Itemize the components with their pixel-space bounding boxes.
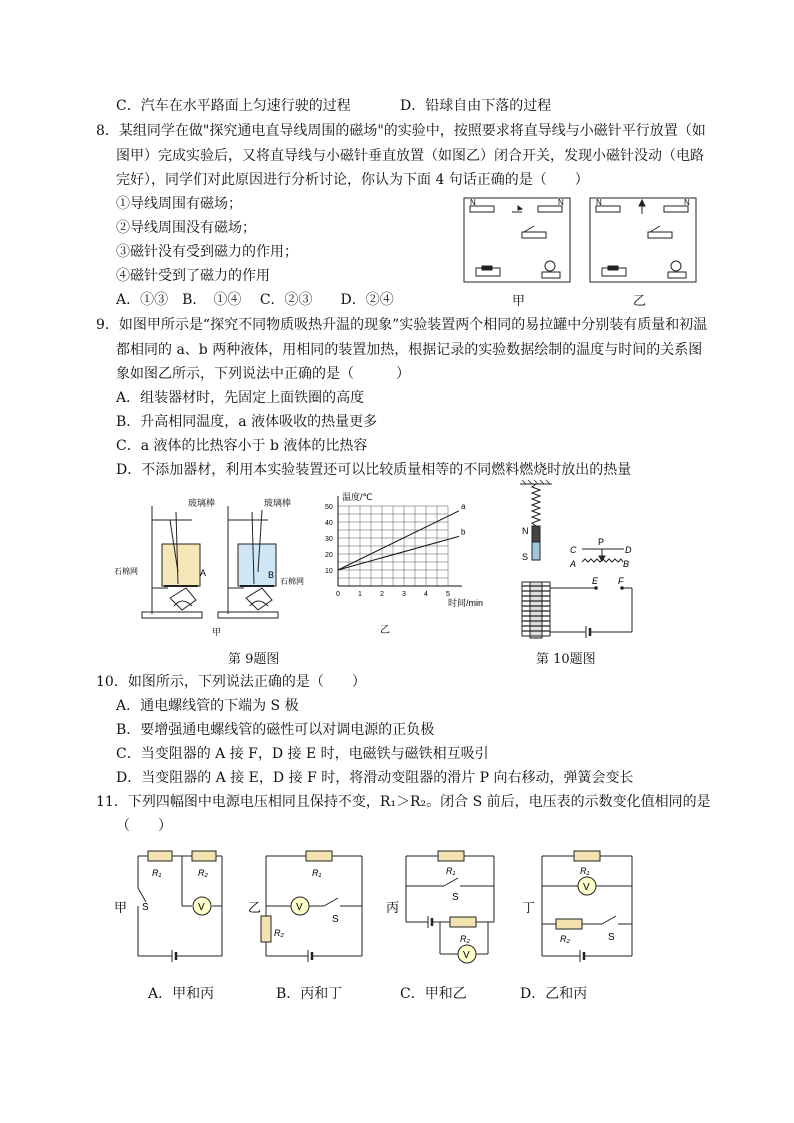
q9-option-c: C．a 液体的比热容小于 b 液体的比热容 xyxy=(116,438,368,454)
chart-y-tick-label: 50 xyxy=(325,504,333,511)
chart-xlabel: 时间/min xyxy=(448,598,484,608)
q7-option-d: D．铅球自由下落的过程 xyxy=(400,98,552,114)
q10-option-b: B．要增强通电螺线管的磁性可以对调电源的正负极 xyxy=(116,722,435,738)
q10-label-f: F xyxy=(618,576,624,586)
q8-yi-pole-n1: N xyxy=(596,198,602,207)
q8-statement-4: ④磁针受到了磁力的作用 xyxy=(116,268,270,284)
q9-rod-label-left: 玻璃棒 xyxy=(188,498,216,508)
q9-gauze-label-right: 石棉网 xyxy=(280,577,304,586)
q11-bing-r1-label: R₁ xyxy=(446,866,456,876)
q9-temperature-time-chart xyxy=(320,488,500,640)
q8-statement-3: ③磁针没有受到磁力的作用； xyxy=(116,244,298,260)
q11-ding-r2-label: R₂ xyxy=(560,934,570,944)
chart-x-tick-label: 4 xyxy=(424,591,428,598)
q11-yi-switch-label: S xyxy=(332,914,339,925)
q8-fig-jia-label: 甲 xyxy=(512,294,526,309)
chart-series-line-a xyxy=(338,511,459,570)
chart-y-tick-label: 10 xyxy=(325,568,333,575)
q11-yi-voltmeter-label: V xyxy=(296,902,303,913)
chart-ylabel: 温度/℃ xyxy=(342,492,373,502)
chart-x-tick-label: 1 xyxy=(358,591,362,598)
q8-stem-line1: 8．某组同学在做"探究通电直导线周围的磁场"的实验中，按照要求将直导线与小磁针平行放置（如 xyxy=(96,123,706,139)
chart-caption: 乙 xyxy=(380,625,390,636)
q8-fig-yi-label: 乙 xyxy=(633,294,647,309)
q10-label-e: E xyxy=(592,576,599,586)
q11-circuit-ding xyxy=(520,846,642,964)
chart-series-line-b xyxy=(338,536,459,570)
q9-figure-caption: 第 9题图 xyxy=(228,652,280,667)
q9-liquid-b-label: B xyxy=(268,570,275,580)
q10-option-a: A．通电螺线管的下端为 S 极 xyxy=(116,698,299,714)
q8-stem-line3: 完好），同学们对此原因进行分析讨论，你认为下面 4 句话正确的是（ ） xyxy=(116,172,589,188)
q11-ding-switch-label: S xyxy=(608,932,615,943)
q9-fig-jia-label: 甲 xyxy=(212,627,222,637)
q10-option-c: C．当变阻器的 A 接 F，D 接 E 时，电磁铁与磁铁相互吸引 xyxy=(116,746,489,762)
q11-option-a: A．甲和丙 xyxy=(148,986,215,1002)
q10-label-s: S xyxy=(522,552,529,562)
q11-jia-switch-label: S xyxy=(142,902,149,913)
q11-option-c: C．甲和乙 xyxy=(400,986,467,1002)
q8-jia-pole-n2: N xyxy=(558,198,564,207)
q11-bing-voltmeter-label: V xyxy=(463,950,470,961)
q9-apparatus-figure xyxy=(112,492,312,640)
q10-label-n: N xyxy=(522,526,529,536)
chart-y-tick-label: 40 xyxy=(325,520,333,527)
q9-gauze-label-left: 石棉网 xyxy=(114,567,138,576)
q11-jia-r2-label: R₂ xyxy=(198,868,208,878)
chart-x-tick-label: 2 xyxy=(380,591,384,598)
q8-statement-2: ②导线周围没有磁场； xyxy=(116,220,256,236)
q8-statement-1: ①导线周围有磁场； xyxy=(116,196,242,212)
q10-label-a: A xyxy=(570,559,577,569)
q11-bing-name: 丙 xyxy=(386,900,400,915)
q11-stem-line1: 11．下列四幅图中电源电压相同且保持不变，R₁＞R₂。闭合 S 前后，电压表的示数变化值相同的是 xyxy=(96,794,711,810)
q11-option-b: B．丙和丁 xyxy=(276,986,343,1002)
q11-stem-line2: （ ） xyxy=(116,818,172,834)
q11-jia-r1-label: R₁ xyxy=(152,868,162,878)
q9-stem-line2: 都相同的 a、b 两种液体，用相同的装置加热，根据记录的实验数据绘制的温度与时间的关系图 xyxy=(116,342,703,358)
q11-yi-r2-label: R₂ xyxy=(274,928,284,938)
q7-option-c: C．汽车在水平路面上匀速行驶的过程 xyxy=(116,98,351,114)
q9-stem-line1: 9．如图甲所示是“探究不同物质吸热升温的现象”实验装置两个相同的易拉罐中分别装有质量和初温 xyxy=(96,317,708,333)
chart-series-label-a: a xyxy=(461,501,466,511)
q10-label-c: C xyxy=(570,545,577,555)
q9-option-a: A．组装器材时，先固定上面铁圈的高度 xyxy=(116,390,365,406)
chart-x-tick-label: 0 xyxy=(336,591,340,598)
chart-x-tick-label: 5 xyxy=(446,591,450,598)
chart-y-tick-label: 20 xyxy=(325,552,333,559)
q10-option-d: D．当变阻器的 A 接 E，D 接 F 时，将滑动变阻器的滑片 P 向右移动，弹簧会变长 xyxy=(116,770,634,786)
q11-ding-r1-label: R₁ xyxy=(580,866,590,876)
q11-circuit-bing xyxy=(384,846,504,970)
q11-bing-switch-label: S xyxy=(452,892,459,903)
q10-electromagnet-figure xyxy=(506,478,656,644)
q9-option-d: D．不添加器材，利用本实验装置还可以比较质量相等的不同燃料燃烧时放出的热量 xyxy=(116,462,632,478)
q9-option-b: B．升高相同温度，a 液体吸收的热量更多 xyxy=(116,414,378,430)
chart-y-tick-label: 30 xyxy=(325,536,333,543)
q11-ding-name: 丁 xyxy=(522,900,536,915)
q11-jia-voltmeter-label: V xyxy=(198,902,205,913)
q11-ding-voltmeter-label: V xyxy=(583,882,590,893)
q8-options: A．①③ B． ①④ C．②③ D．②④ xyxy=(116,292,394,308)
q8-figure-jia xyxy=(462,196,574,286)
q8-yi-pole-n2: N xyxy=(684,198,690,207)
q10-figure-caption: 第 10题图 xyxy=(536,652,596,667)
q11-yi-name: 乙 xyxy=(248,900,262,915)
q10-stem: 10．如图所示，下列说法正确的是（ ） xyxy=(96,674,366,690)
q8-jia-pole-n1: N xyxy=(470,198,476,207)
q9-rod-label-right: 玻璃棒 xyxy=(264,498,292,508)
q11-circuit-jia xyxy=(112,846,232,964)
chart-series-label-b: b xyxy=(461,527,466,537)
q9-liquid-a-label: A xyxy=(200,568,207,578)
q11-option-d: D．乙和丙 xyxy=(520,986,588,1002)
q11-jia-name: 甲 xyxy=(114,900,128,915)
q10-label-p: P xyxy=(598,537,605,547)
q10-label-d: D xyxy=(625,545,632,555)
q8-figure-yi xyxy=(588,196,700,286)
q9-stem-line3: 象如图乙所示，下列说法中正确的是（ ） xyxy=(116,366,410,382)
chart-x-tick-label: 3 xyxy=(402,591,406,598)
q11-yi-r1-label: R₁ xyxy=(312,868,322,878)
q8-stem-line2: 图甲）完成实验后，又将直导线与小磁针垂直放置（如图乙）闭合开关，发现小磁针没动（电路 xyxy=(116,148,704,164)
q11-bing-r2-label: R₂ xyxy=(460,934,470,944)
q10-label-b: B xyxy=(623,559,630,569)
q11-circuit-yi xyxy=(246,846,368,964)
